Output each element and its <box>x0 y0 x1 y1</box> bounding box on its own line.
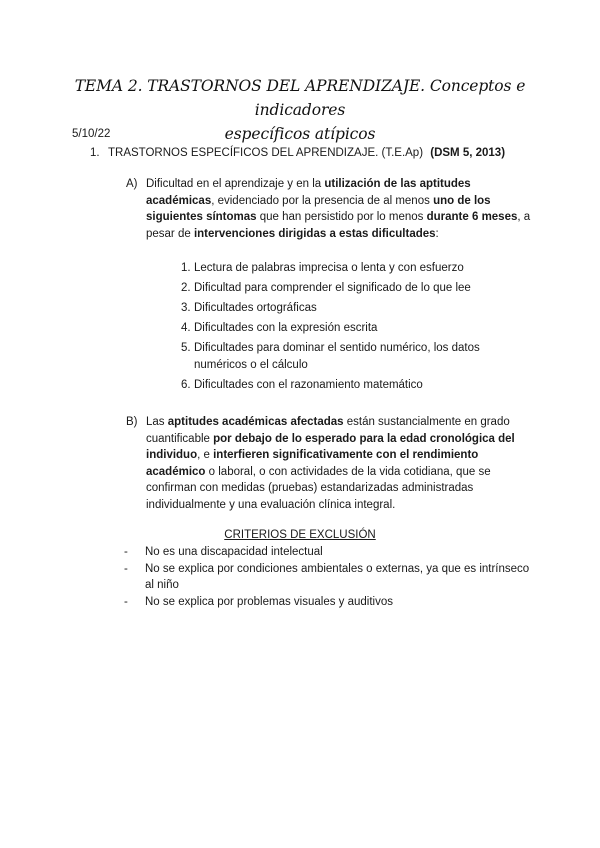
criterion-b-part: , e <box>197 449 214 462</box>
criterion-a-part: , a pesar de <box>146 211 531 240</box>
dash-bullet: - <box>124 595 128 608</box>
list-item <box>181 280 521 297</box>
title-line-2: específicos atípicos <box>224 125 376 143</box>
list-item <box>124 544 534 561</box>
criterion-a-bold: durante 6 meses <box>426 211 518 224</box>
criterion-a-bold: intervenciones dirigidas a estas dificultades <box>193 227 436 240</box>
criterion-a-part: Dificultad en el aprendizaje y en la <box>146 178 325 190</box>
list-item-text: Dificultad para comprender el significado de lo que lee <box>194 281 471 294</box>
criterion-a-bold: uno de los siguientes síntomas <box>146 194 491 224</box>
list-item <box>181 377 521 394</box>
list-item-text: No es una discapacidad intelectual <box>145 546 323 558</box>
section-heading <box>90 147 505 159</box>
criterion-a-part: que han persistido por lo menos <box>256 211 427 224</box>
list-item-number: 4. <box>181 321 191 334</box>
section-heading-text: TRASTORNOS ESPECÍFICOS DEL APRENDIZAJE. (T.E.Ap) <box>108 147 424 159</box>
list-item-text: Dificultades ortográficas <box>194 301 317 314</box>
list-item <box>181 340 521 373</box>
section-heading-bold: (DSM 5, 2013) <box>430 147 506 159</box>
criterion-a-marker: A) <box>126 178 138 190</box>
criterion-a-bold: utilización de las aptitudes académicas <box>146 178 471 207</box>
dash-bullet: - <box>124 562 128 575</box>
list-item <box>181 320 521 337</box>
list-item-text: Dificultades con la expresión escrita <box>194 321 378 334</box>
exclusion-criteria-title: CRITERIOS DE EXCLUSIÓN <box>224 529 376 541</box>
list-item-text: Dificultades para dominar el sentido numérico, los datos numéricos o el cálculo <box>194 341 480 371</box>
list-item <box>124 594 534 611</box>
list-item-text: Lectura de palabras imprecisa o lenta y con esfuerzo <box>194 262 464 274</box>
criterion-a-part: : <box>435 227 439 240</box>
list-item-text: Dificultades con el razonamiento matemático <box>194 379 423 392</box>
criterion-b-part: Las <box>146 416 168 428</box>
list-item-number: 3. <box>181 301 191 314</box>
list-item <box>124 561 534 594</box>
criterion-b-part: están sustancialmente en grado cuantificable <box>146 416 510 445</box>
date: 5/10/22 <box>72 128 111 140</box>
criterion-b-marker: B) <box>126 416 138 428</box>
list-item <box>181 300 521 317</box>
criterion-b-bold: aptitudes académicas afectadas <box>167 416 344 428</box>
criterion-b-bold: interfieren significativamente con el rendimiento académico <box>146 449 479 478</box>
exclusion-criteria-list <box>124 544 534 610</box>
symptom-list <box>181 260 521 397</box>
criterion-b <box>126 414 538 514</box>
list-item <box>181 260 521 277</box>
list-item-number: 2. <box>181 281 191 294</box>
criterion-a-part: , evidenciado por la presencia de al menos <box>211 194 434 207</box>
criterion-a <box>126 176 536 242</box>
criterion-a-text <box>146 176 536 242</box>
list-item-number: 1. <box>181 262 191 274</box>
list-item-number: 6. <box>181 379 191 392</box>
list-item-text: No se explica por condiciones ambientales o externas, ya que es intrínseco al niño <box>145 562 530 592</box>
list-item-number: 5. <box>181 341 191 354</box>
section-number: 1. <box>90 147 100 159</box>
criterion-b-part: o laboral, o con actividades de la vida cotidiana, que se confirman con medidas (pruebas) estandarizadas administradas individualmente y una evaluación clínica integral. <box>146 465 491 511</box>
dash-bullet: - <box>124 546 128 558</box>
list-item-text: No se explica por problemas visuales y auditivos <box>145 595 394 608</box>
criterion-b-text <box>146 414 538 514</box>
criterion-b-bold: por debajo de lo esperado para la edad cronológica del individuo <box>146 432 515 462</box>
page-title <box>40 74 560 146</box>
title-line-1: TEMA 2. TRASTORNOS DEL APRENDIZAJE. Conceptos e indicadores <box>74 77 526 119</box>
